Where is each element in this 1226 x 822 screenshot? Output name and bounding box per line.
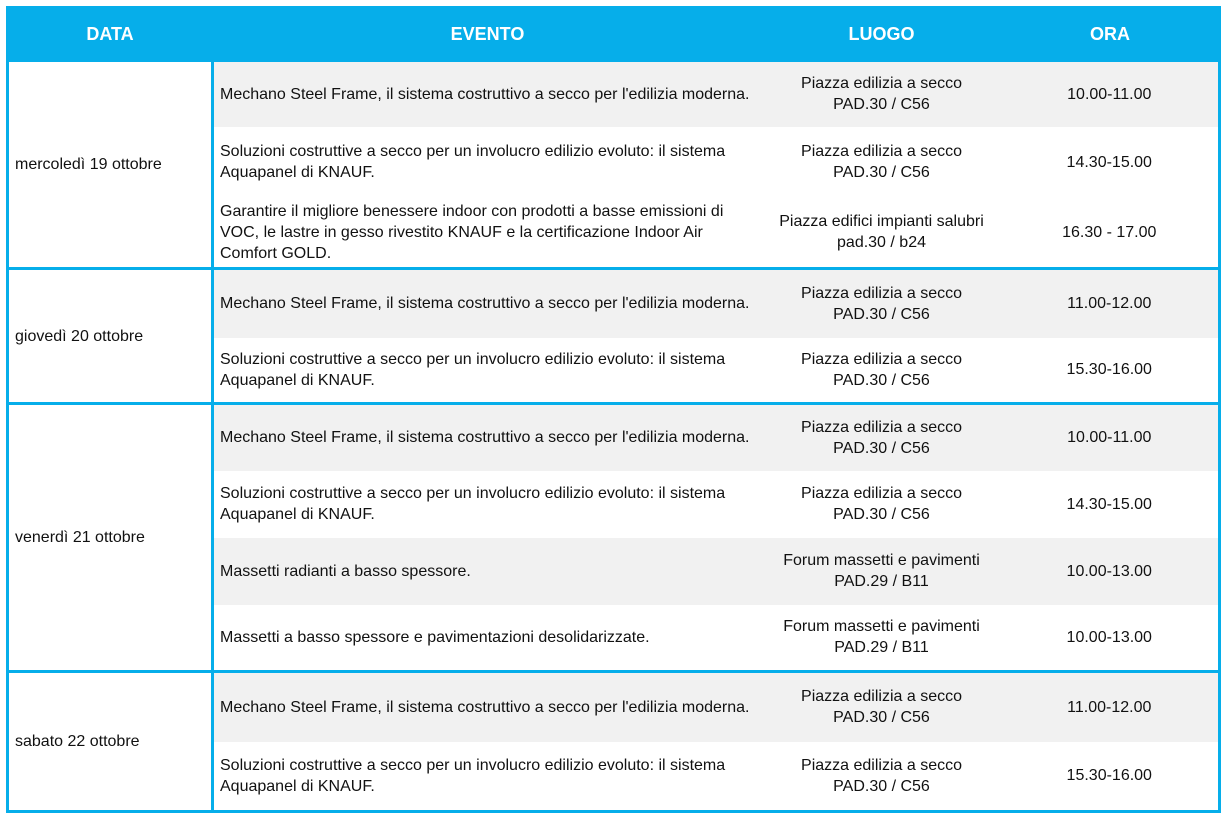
place-cell (763, 538, 1001, 605)
date-cell: sabato 22 ottobre (8, 672, 213, 812)
event-cell: Soluzioni costruttive a secco per un involucro edilizio evoluto: il sistema Aquapanel di KNAUF. (213, 471, 763, 538)
place-name: Piazza edilizia a secco (801, 418, 962, 436)
event-cell: Mechano Steel Frame, il sistema costruttivo a secco per l'edilizia moderna. (213, 672, 763, 742)
place-cell (763, 269, 1001, 338)
place-cell (763, 672, 1001, 742)
place-pad: PAD.30 / C56 (833, 96, 930, 114)
place-name: Piazza edilizia a secco (801, 756, 962, 774)
time-cell: 10.00-13.00 (1001, 605, 1220, 672)
event-cell: Mechano Steel Frame, il sistema costruttivo a secco per l'edilizia moderna. (213, 404, 763, 471)
schedule-container (6, 6, 1218, 816)
table-row (8, 269, 1220, 338)
date-cell: venerdì 21 ottobre (8, 404, 213, 672)
place-cell (763, 127, 1001, 198)
time-cell: 10.00-11.00 (1001, 404, 1220, 471)
event-cell: Soluzioni costruttive a secco per un involucro edilizio evoluto: il sistema Aquapanel di KNAUF. (213, 338, 763, 404)
time-cell: 16.30 - 17.00 (1001, 198, 1220, 269)
place-cell (763, 471, 1001, 538)
place-pad: PAD.30 / C56 (833, 439, 930, 457)
time-cell: 14.30-15.00 (1001, 127, 1220, 198)
time-cell: 14.30-15.00 (1001, 471, 1220, 538)
event-cell: Mechano Steel Frame, il sistema costruttivo a secco per l'edilizia moderna. (213, 61, 763, 127)
place-cell (763, 338, 1001, 404)
event-cell: Massetti a basso spessore e pavimentazioni desolidarizzate. (213, 605, 763, 672)
time-cell: 11.00-12.00 (1001, 269, 1220, 338)
place-name: Piazza edilizia a secco (801, 485, 962, 502)
place-pad: PAD.30 / C56 (833, 305, 930, 323)
header-place: LUOGO (763, 8, 1001, 61)
place-name: Piazza edilizia a secco (801, 284, 962, 302)
event-cell: Soluzioni costruttive a secco per un involucro edilizio evoluto: il sistema Aquapanel di KNAUF. (213, 127, 763, 198)
place-pad: PAD.30 / C56 (833, 164, 930, 181)
place-pad: PAD.30 / C56 (833, 506, 930, 523)
table-row (8, 672, 1220, 742)
place-name: Piazza edilizia a secco (801, 143, 962, 160)
event-cell: Mechano Steel Frame, il sistema costruttivo a secco per l'edilizia moderna. (213, 269, 763, 338)
time-cell: 15.30-16.00 (1001, 338, 1220, 404)
schedule-table (6, 6, 1221, 813)
event-cell: Massetti radianti a basso spessore. (213, 538, 763, 605)
time-cell: 11.00-12.00 (1001, 672, 1220, 742)
place-pad: PAD.29 / B11 (834, 573, 929, 590)
place-cell (763, 605, 1001, 672)
header-time: ORA (1001, 8, 1220, 61)
place-pad: pad.30 / b24 (837, 234, 926, 252)
place-name: Forum massetti e pavimenti (783, 552, 980, 569)
event-cell: Garantire il migliore benessere indoor con prodotti a basse emissioni di VOC, le lastre in gesso rivestito KNAUF e la certificazione Indoor Air Comfort GOLD. (213, 198, 763, 269)
date-cell: mercoledì 19 ottobre (8, 61, 213, 269)
header-date: DATA (8, 8, 213, 61)
place-pad: PAD.30 / C56 (833, 371, 930, 389)
place-pad: PAD.29 / B11 (834, 639, 929, 657)
place-cell (763, 404, 1001, 471)
time-cell: 10.00-13.00 (1001, 538, 1220, 605)
place-name: Piazza edilizia a secco (801, 688, 962, 706)
place-cell (763, 198, 1001, 269)
place-name: Piazza edilizia a secco (801, 350, 962, 368)
place-pad: PAD.30 / C56 (833, 709, 930, 727)
header-event: EVENTO (213, 8, 763, 61)
place-name: Forum massetti e pavimenti (783, 618, 980, 636)
place-cell (763, 742, 1001, 812)
place-name: Piazza edifici impianti salubri (779, 213, 984, 231)
table-row (8, 61, 1220, 127)
table-row (8, 404, 1220, 471)
date-cell: giovedì 20 ottobre (8, 269, 213, 404)
time-cell: 10.00-11.00 (1001, 61, 1220, 127)
event-cell: Soluzioni costruttive a secco per un involucro edilizio evoluto: il sistema Aquapanel di KNAUF. (213, 742, 763, 812)
place-cell (763, 61, 1001, 127)
place-pad: PAD.30 / C56 (833, 777, 930, 795)
time-cell: 15.30-16.00 (1001, 742, 1220, 812)
place-name: Piazza edilizia a secco (801, 75, 962, 93)
header-row (8, 8, 1220, 61)
